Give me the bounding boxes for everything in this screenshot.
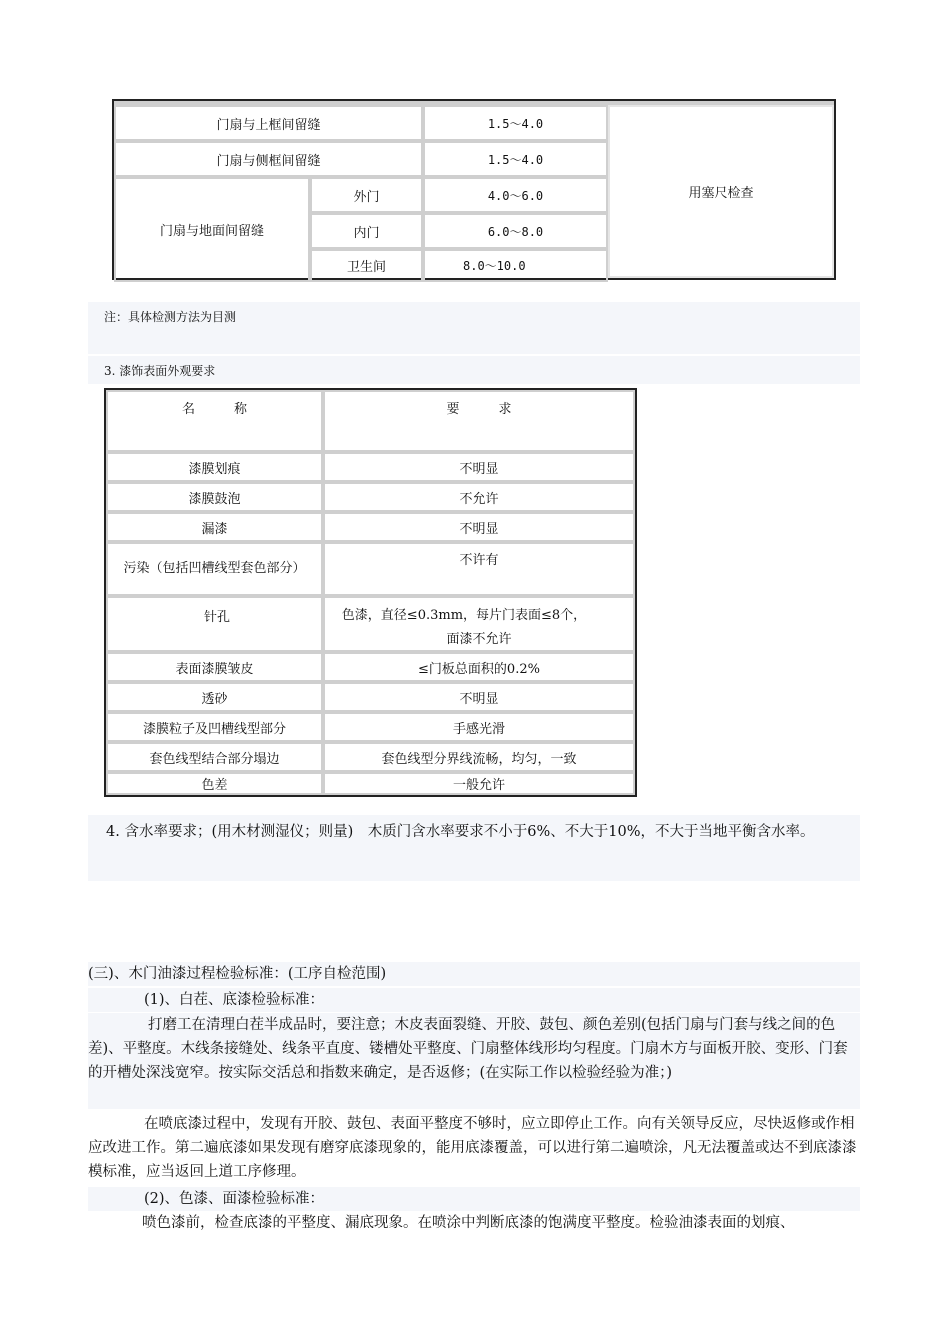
table-cell bbox=[323, 682, 635, 712]
header-req-label: 要 求 bbox=[446, 402, 512, 417]
table-cell bbox=[310, 249, 423, 282]
row-name: 针孔 bbox=[204, 610, 231, 625]
table-cell bbox=[310, 177, 423, 213]
table-cell bbox=[423, 105, 608, 141]
table-header-cell bbox=[323, 390, 635, 452]
table-header-cell bbox=[106, 390, 323, 452]
row-req: 不许有 bbox=[459, 553, 499, 568]
table-cell bbox=[608, 105, 834, 278]
paragraph: 喷色漆前，检查底漆的平整度、漏底现象。在喷涂中判断底漆的饱满度平整度。检验油漆表面的划痕、 bbox=[142, 1215, 795, 1231]
table-cell bbox=[423, 249, 608, 282]
part3-title: (三)、木门油漆过程检验标准：(工序自检范围) bbox=[88, 966, 387, 982]
table-cell bbox=[323, 772, 635, 795]
paint-appearance-table bbox=[104, 388, 637, 797]
note-text: 注：具体检测方法为目测 bbox=[104, 310, 237, 324]
table-cell bbox=[423, 213, 608, 249]
row-name: 漆膜划痕 bbox=[188, 461, 241, 477]
table-cell bbox=[323, 542, 635, 596]
row-name: 色差 bbox=[201, 778, 228, 793]
paragraph: 在喷底漆过程中，发现有开胶、鼓包、表面平整度不够时，应立即停止工作。向有关领导反应，尽快返修或作相应改进工作。第二遍底漆如果发现有磨穿底漆现象的，能用底漆覆盖，可以进行第二遍喷涂，凡无法覆盖或达不到底漆漆模标准，应当返回上道工序修理。 bbox=[88, 1116, 857, 1180]
section-3-heading bbox=[88, 356, 860, 384]
row-req: 色漆，直径≤0.3mm，每片门表面≤8个， bbox=[341, 608, 587, 623]
table-cell bbox=[106, 482, 323, 512]
row-req: 手感光滑 bbox=[452, 721, 505, 737]
sub1-title: (1)、白茬、底漆检验标准： bbox=[144, 992, 325, 1008]
table-cell bbox=[106, 452, 323, 482]
sub2-heading bbox=[88, 1187, 860, 1211]
table-cell bbox=[114, 105, 423, 141]
table-cell bbox=[106, 682, 323, 712]
row-req: 不明显 bbox=[459, 691, 499, 707]
gap-item-label: 门扇与侧框间留缝 bbox=[216, 153, 321, 169]
table-cell bbox=[106, 596, 323, 652]
gap-tolerance-table bbox=[112, 99, 836, 280]
gap-value: 1.5～4.0 bbox=[487, 116, 544, 131]
paragraph: 打磨工在清理白茬半成品时，要注意；木皮表面裂缝、开胶、鼓包、颜色差别(包括门扇与门套与线之间的色差)、平整度。木线条接缝处、线条平直度、镂槽处平整度、门扇整体线形均匀程度。门扇木方与面板开胶、变形、门套的开槽处深浅宽窄。按实际交活总和指数来确定，是否返修；(在实际工作以检验经验为准；) bbox=[88, 1013, 860, 1109]
table-cell bbox=[106, 542, 323, 596]
row-name: 漆膜粒子及凹槽线型部分 bbox=[142, 721, 286, 737]
table-cell bbox=[106, 512, 323, 542]
row-req: 不明显 bbox=[459, 461, 499, 477]
table-cell bbox=[114, 177, 310, 282]
moisture-text: 4. 含水率要求；(用木材测湿仪；则量) 木质门含水率要求不小于6%、不大于10%，不大于当地平衡含水率。 bbox=[106, 824, 815, 840]
row-req: 不允许 bbox=[459, 491, 499, 507]
table-cell bbox=[114, 141, 423, 177]
gap-item-label: 门扇与地面间留缝 bbox=[159, 224, 264, 239]
row-name: 漏漆 bbox=[201, 521, 228, 537]
row-req: 不明显 bbox=[459, 521, 499, 537]
gap-value: 1.5～4.0 bbox=[487, 152, 544, 167]
table-cell bbox=[323, 652, 635, 682]
gap-sub-label: 卫生间 bbox=[346, 260, 386, 275]
row-req: 套色线型分界线流畅，均匀，一致 bbox=[381, 751, 577, 767]
table-cell bbox=[423, 177, 608, 213]
table-cell bbox=[323, 742, 635, 772]
header-name-label: 名 称 bbox=[181, 402, 247, 417]
table-cell bbox=[323, 596, 635, 652]
gap-value: 4.0～6.0 bbox=[487, 188, 544, 203]
row-name: 表面漆膜皱皮 bbox=[175, 661, 254, 677]
table-cell bbox=[106, 772, 323, 795]
table-cell bbox=[323, 712, 635, 742]
sub2-title: (2)、色漆、面漆检验标准： bbox=[144, 1191, 325, 1207]
gap-sub-label: 内门 bbox=[353, 225, 380, 241]
table-cell bbox=[323, 512, 635, 542]
gap-item-label: 门扇与上框间留缝 bbox=[216, 117, 321, 133]
row-req: ≤门板总面积的0.2% bbox=[418, 661, 540, 677]
table-cell bbox=[323, 452, 635, 482]
table-cell bbox=[106, 742, 323, 772]
note-block bbox=[88, 302, 860, 354]
sub1-heading bbox=[88, 988, 860, 1012]
section-3-title: 3. 漆饰表面外观要求 bbox=[104, 364, 216, 378]
row-req: 一般允许 bbox=[452, 778, 505, 793]
row-name: 套色线型结合部分塌边 bbox=[149, 751, 280, 767]
row-req: 面漆不允许 bbox=[446, 632, 512, 647]
row-name: 透砂 bbox=[201, 691, 228, 707]
table-cell bbox=[423, 141, 608, 177]
gap-value: 6.0～8.0 bbox=[487, 224, 544, 239]
gap-value: 8.0～10.0 bbox=[463, 259, 526, 273]
gap-method-label: 用塞尺检查 bbox=[688, 186, 754, 201]
row-name: 漆膜鼓泡 bbox=[188, 491, 241, 507]
row-name: 污染（包括凹槽线型套色部分） bbox=[123, 561, 306, 576]
table-cell bbox=[106, 652, 323, 682]
table-cell bbox=[323, 482, 635, 512]
table-cell bbox=[106, 712, 323, 742]
part3-heading bbox=[88, 962, 860, 986]
table-cell bbox=[310, 213, 423, 249]
gap-sub-label: 外门 bbox=[353, 189, 380, 205]
moisture-requirement bbox=[88, 815, 860, 881]
